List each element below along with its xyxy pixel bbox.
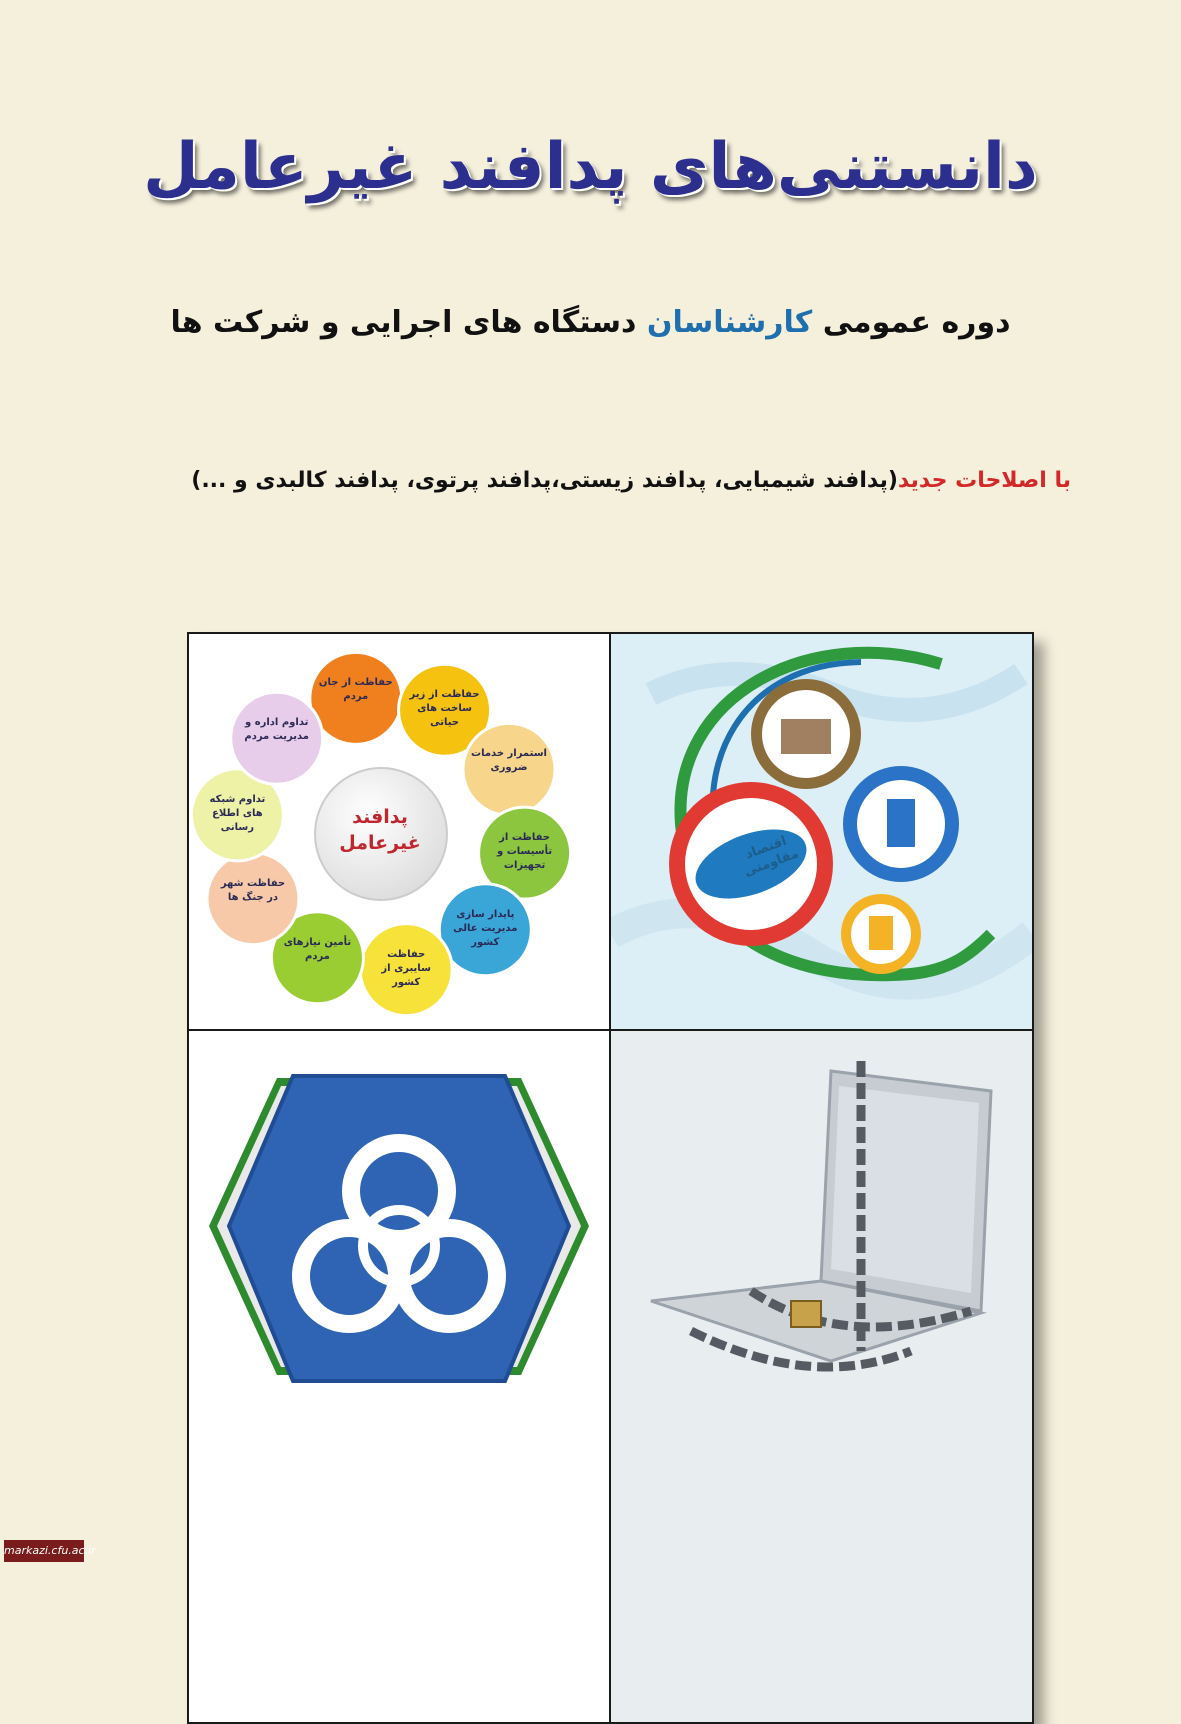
diagram-bubble-label: حفاظت از جان مردم — [318, 677, 393, 703]
watermark-badge: markazi.cfu.ac.ir — [4, 1540, 84, 1562]
amendments-lead: با اصلاحات جدید — [897, 468, 1071, 493]
subtitle-accent: کارشناسان — [646, 305, 813, 340]
diagram-bubble-label: استمرار خدمات ضروری — [471, 748, 547, 774]
amendments-line — [111, 468, 1071, 493]
resistance-economy-image — [611, 634, 1032, 1031]
gear-brown-icon — [751, 679, 861, 789]
resistance-economy-label: اقتصاد مقاومتی — [742, 833, 801, 880]
diagram-center-label: پدافند غیرعامل — [339, 806, 421, 854]
padlock-icon — [791, 1301, 821, 1327]
diagram-bubble-label: پایدار سازی مدیریت عالی کشور — [453, 908, 518, 948]
course-subtitle — [0, 305, 1181, 340]
diagram-bubble-label: حفاظت سایبری از کشور — [381, 948, 431, 988]
diagram-bubble-label: حفاظت شهر در جنگ ها — [220, 877, 286, 903]
chained-laptop-image — [611, 1031, 1032, 1722]
biohazard-svg — [189, 1031, 609, 1722]
diagram-bubble-label: تأمین نیازهای مردم — [283, 936, 352, 962]
page-title: دانستنی‌های پدافند غیرعامل — [143, 130, 1038, 204]
image-grid — [187, 632, 1034, 1724]
passive-defense-diagram — [189, 634, 611, 1031]
diagram-bubble-label: حفاظت از تأسیسات و تجهیزات — [497, 832, 553, 872]
hexagon-blue — [229, 1076, 569, 1381]
subtitle-after: دستگاه های اجرایی و شرکت ها — [170, 305, 637, 340]
laptop-svg — [611, 1031, 1032, 1722]
amendments-rest: (پدافند شیمیایی، پدافند زیستی،پدافند پرتوی، پدافند کالبدی و ...) — [191, 468, 898, 493]
biohazard-image — [189, 1031, 611, 1722]
diagram-bubble-label: تداوم شبکه های اطلاع رسانی — [209, 793, 266, 833]
gear-blue-icon — [843, 766, 959, 882]
gears-svg — [611, 634, 1032, 1029]
diagram-bubble-label: تداوم اداره و مدیریت مردم — [244, 717, 309, 743]
diagram-bubble-label: حفاظت از زیر ساخت های حیاتی — [409, 689, 480, 729]
gear-yellow-icon — [841, 894, 921, 974]
subtitle-before: دوره عمومی — [822, 305, 1011, 340]
